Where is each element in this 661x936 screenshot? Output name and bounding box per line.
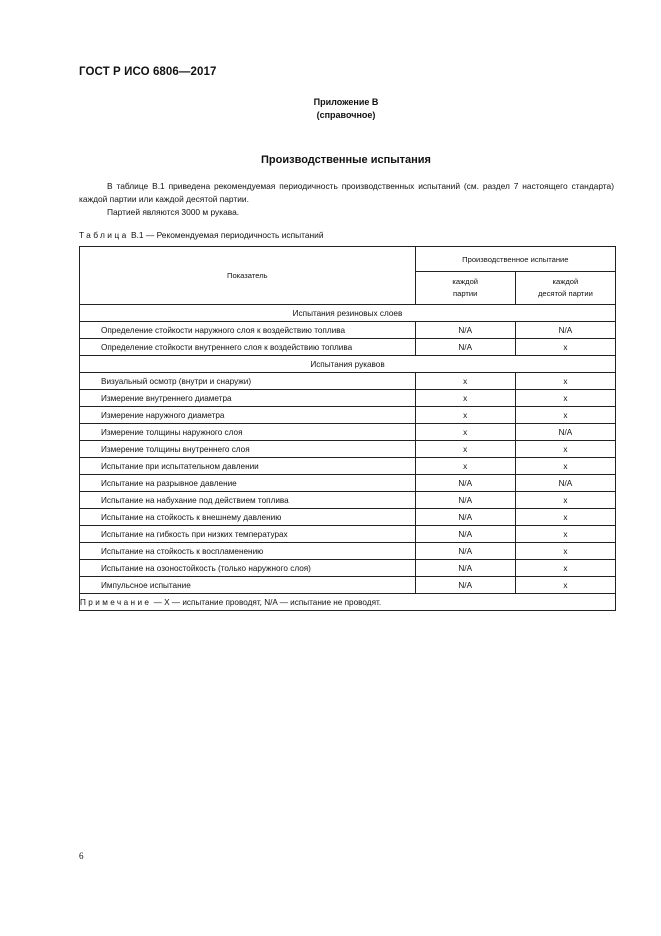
table-row <box>80 441 616 458</box>
each-batch-cell: x <box>415 390 515 407</box>
test-name-cell: Испытание на разрывное давление <box>80 475 416 492</box>
header-tenth-line1: каждой <box>552 277 579 287</box>
each-batch-cell: N/A <box>415 526 515 543</box>
test-name-cell: Определение стойкости наружного слоя к воздействию топлива <box>80 322 416 339</box>
tenth-batch-cell: x <box>515 373 615 390</box>
tenth-batch-cell: x <box>515 390 615 407</box>
standard-header: ГОСТ Р ИСО 6806—2017 <box>79 66 217 78</box>
table-row <box>80 339 616 356</box>
each-batch-cell: N/A <box>415 322 515 339</box>
header-each-line2: партии <box>453 289 478 299</box>
page-number: 6 <box>79 851 84 861</box>
tenth-batch-cell: x <box>515 560 615 577</box>
tenth-batch-cell: x <box>515 543 615 560</box>
tenth-batch-cell: x <box>515 509 615 526</box>
header-tenth-batch <box>515 272 615 305</box>
table-row <box>80 424 616 441</box>
tenth-batch-cell: x <box>515 458 615 475</box>
table-caption-label: Таблица <box>79 230 129 240</box>
section-title: Производственные испытания <box>261 154 431 166</box>
each-batch-cell: N/A <box>415 509 515 526</box>
each-batch-cell: N/A <box>415 339 515 356</box>
tenth-batch-cell: x <box>515 577 615 594</box>
table-note <box>80 594 616 611</box>
table-group-heading: Испытания рукавов <box>80 356 616 373</box>
table-row <box>80 560 616 577</box>
table-note-label: Примечание <box>80 597 152 607</box>
each-batch-cell: x <box>415 441 515 458</box>
header-tenth-line2: десятой партии <box>537 289 593 299</box>
tenth-batch-cell: N/A <box>515 424 615 441</box>
table-row <box>80 407 616 424</box>
test-name-cell: Определение стойкости внутреннего слоя к воздействию топлива <box>80 339 416 356</box>
tenth-batch-cell: x <box>515 492 615 509</box>
tenth-batch-cell: x <box>515 407 615 424</box>
table-body <box>80 305 616 594</box>
test-name-cell: Испытание на стойкость к воспламенению <box>80 543 416 560</box>
appendix-heading <box>0 96 661 122</box>
table-row <box>80 509 616 526</box>
table-caption <box>79 230 324 240</box>
table-row <box>80 322 616 339</box>
test-name-cell: Измерение внутреннего диаметра <box>80 390 416 407</box>
test-name-cell: Испытание на гибкость при низких температурах <box>80 526 416 543</box>
header-each-line1: каждой <box>452 277 479 287</box>
appendix-title: Приложение В <box>313 97 379 107</box>
each-batch-cell: N/A <box>415 543 515 560</box>
tenth-batch-cell: x <box>515 526 615 543</box>
paragraph-batch: Партией являются 3000 м рукава. <box>107 207 240 217</box>
table-note-text: — X — испытание проводят, N/A — испытание не проводят. <box>151 597 382 607</box>
test-name-cell: Измерение наружного диаметра <box>80 407 416 424</box>
test-name-cell: Испытание на набухание под действием топлива <box>80 492 416 509</box>
table-row <box>80 577 616 594</box>
each-batch-cell: N/A <box>415 560 515 577</box>
header-indicator: Показатель <box>80 247 416 305</box>
table-row <box>80 458 616 475</box>
tenth-batch-cell: x <box>515 441 615 458</box>
test-name-cell: Испытание на озоностойкость (только наружного слоя) <box>80 560 416 577</box>
each-batch-cell: x <box>415 373 515 390</box>
each-batch-cell: N/A <box>415 492 515 509</box>
tenth-batch-cell: x <box>515 339 615 356</box>
header-each-batch <box>415 272 515 305</box>
paragraph-intro: В таблице В.1 приведена рекомендуемая периодичность производственных испытаний (см. раздел 7 настоящего стандарта) каждой партии или каждой десятой партии. <box>79 181 614 204</box>
test-name-cell: Измерение толщины внутреннего слоя <box>80 441 416 458</box>
test-name-cell: Импульсное испытание <box>80 577 416 594</box>
each-batch-cell: N/A <box>415 475 515 492</box>
table-row <box>80 543 616 560</box>
table-caption-text: В.1 — Рекомендуемая периодичность испытаний <box>128 230 324 240</box>
table-row <box>80 475 616 492</box>
each-batch-cell: N/A <box>415 577 515 594</box>
table-row <box>80 390 616 407</box>
table-row <box>80 492 616 509</box>
appendix-subtitle: (справочное) <box>316 110 376 120</box>
test-name-cell: Измерение толщины наружного слоя <box>80 424 416 441</box>
table-row <box>80 526 616 543</box>
tenth-batch-cell: N/A <box>515 322 615 339</box>
each-batch-cell: x <box>415 458 515 475</box>
table-group-heading: Испытания резиновых слоев <box>80 305 616 322</box>
test-name-cell: Визуальный осмотр (внутри и снаружи) <box>80 373 416 390</box>
each-batch-cell: x <box>415 407 515 424</box>
test-name-cell: Испытание на стойкость к внешнему давлению <box>80 509 416 526</box>
header-production-test: Производственное испытание <box>415 247 615 272</box>
tests-table <box>79 246 616 611</box>
table-row <box>80 373 616 390</box>
tenth-batch-cell: N/A <box>515 475 615 492</box>
test-name-cell: Испытание при испытательном давлении <box>80 458 416 475</box>
each-batch-cell: x <box>415 424 515 441</box>
